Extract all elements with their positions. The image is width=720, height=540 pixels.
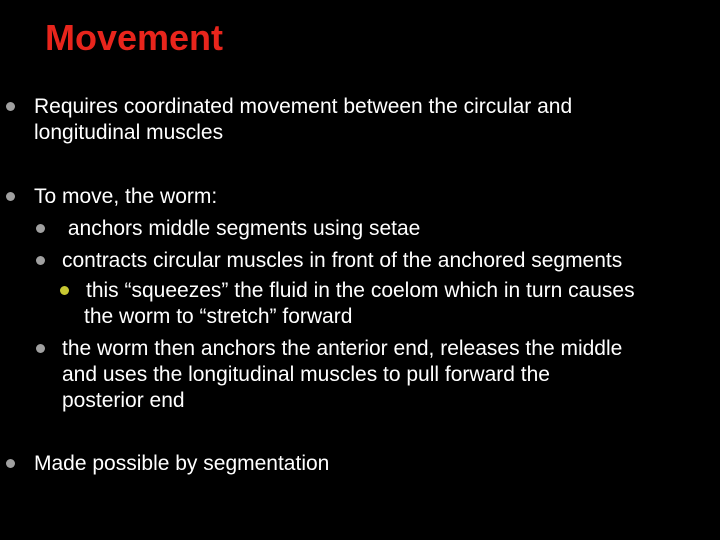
bullet-text-line: and uses the longitudinal muscles to pull forward the [62, 363, 550, 386]
sub-bullet-anchors-middle: anchors middle segments using setae [62, 217, 421, 240]
bullet-dot [6, 192, 15, 201]
bullet-text-line: Requires coordinated movement between the circular and [34, 95, 573, 118]
bullet-to-move: To move, the worm: [34, 185, 218, 208]
bullet-text-line: this “squeezes” the fluid in the coelom which in turn causes [86, 279, 635, 302]
sub-bullet-anchors-anterior [62, 336, 622, 414]
sub-bullet-dot [36, 224, 45, 233]
sub-bullet-contracts-circular: contracts circular muscles in front of the anchored segments [62, 249, 623, 272]
bullet-dot [6, 459, 15, 468]
bullet-text-line: the worm then anchors the anterior end, releases the middle [62, 337, 623, 360]
sub-sub-bullet-dot [60, 286, 69, 295]
sub-bullet-dot [36, 256, 45, 265]
bullet-text-line: posterior end [62, 389, 185, 412]
bullet-segmentation: Made possible by segmentation [34, 452, 330, 475]
sub-bullet-dot [36, 344, 45, 353]
bullet-coordinated-movement [34, 94, 572, 146]
sub-sub-bullet-squeezes [86, 278, 635, 330]
bullet-dot [6, 102, 15, 111]
bullet-text-line: the worm to “stretch” forward [84, 305, 353, 328]
bullet-text-line: longitudinal muscles [34, 121, 224, 144]
slide-title: Movement [45, 17, 224, 58]
